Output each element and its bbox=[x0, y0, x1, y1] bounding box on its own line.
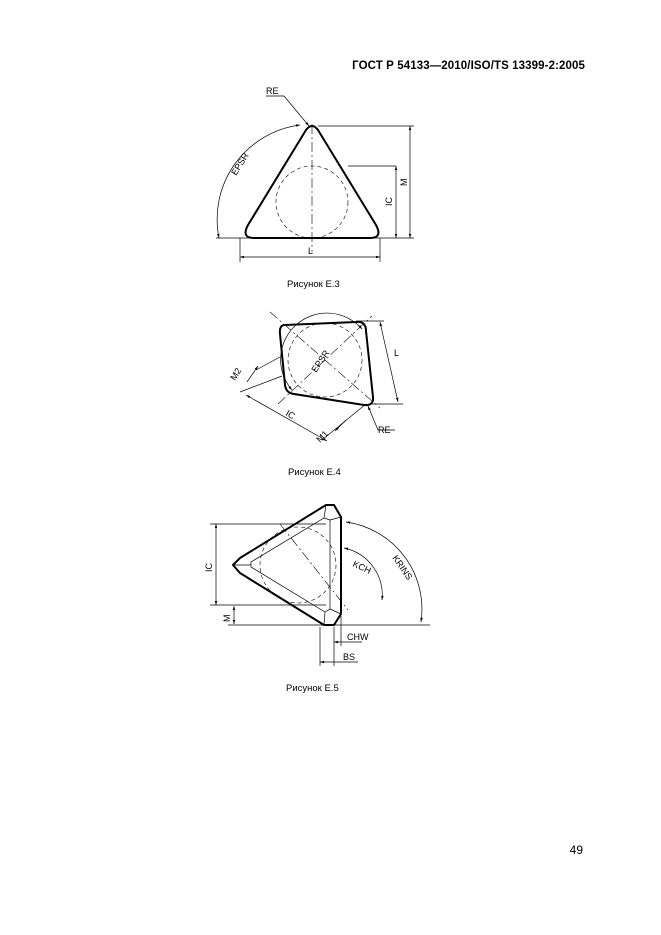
label-l: L bbox=[394, 348, 400, 358]
label-epsr: EPSR bbox=[309, 348, 332, 375]
figure-e4-drawing bbox=[240, 312, 403, 441]
label-l: L bbox=[308, 246, 314, 256]
chamfered-triangle-inner bbox=[251, 518, 330, 612]
caption-figure-e5: Рисунок Е.5 bbox=[286, 683, 339, 694]
label-ic: IC bbox=[384, 197, 394, 206]
document-header: ГОСТ Р 54133—2010/ISO/TS 13399-2:2005 bbox=[352, 60, 585, 72]
label-re: RE bbox=[378, 425, 391, 435]
label-m2: M2 bbox=[228, 366, 244, 383]
rhombic-insert-outline bbox=[280, 322, 373, 405]
label-re: RE bbox=[266, 86, 279, 96]
label-m1: M1 bbox=[314, 428, 331, 445]
page-number: 49 bbox=[569, 843, 583, 857]
label-epsr: EPSR bbox=[229, 150, 251, 178]
label-chw: CHW bbox=[347, 632, 369, 642]
caption-figure-e4: Рисунок Е.4 bbox=[288, 467, 341, 478]
label-m: M bbox=[399, 178, 409, 186]
label-ic: IC bbox=[204, 563, 214, 572]
label-m: M bbox=[222, 614, 232, 622]
label-ic: IC bbox=[284, 408, 297, 422]
caption-figure-e3: Рисунок Е.3 bbox=[287, 279, 340, 290]
figure-e3-drawing bbox=[216, 96, 414, 262]
label-kch: KCH bbox=[351, 558, 373, 576]
label-krins: KRINS bbox=[390, 553, 415, 582]
figure-e5-drawing bbox=[210, 505, 430, 666]
label-bs: BS bbox=[343, 652, 356, 662]
